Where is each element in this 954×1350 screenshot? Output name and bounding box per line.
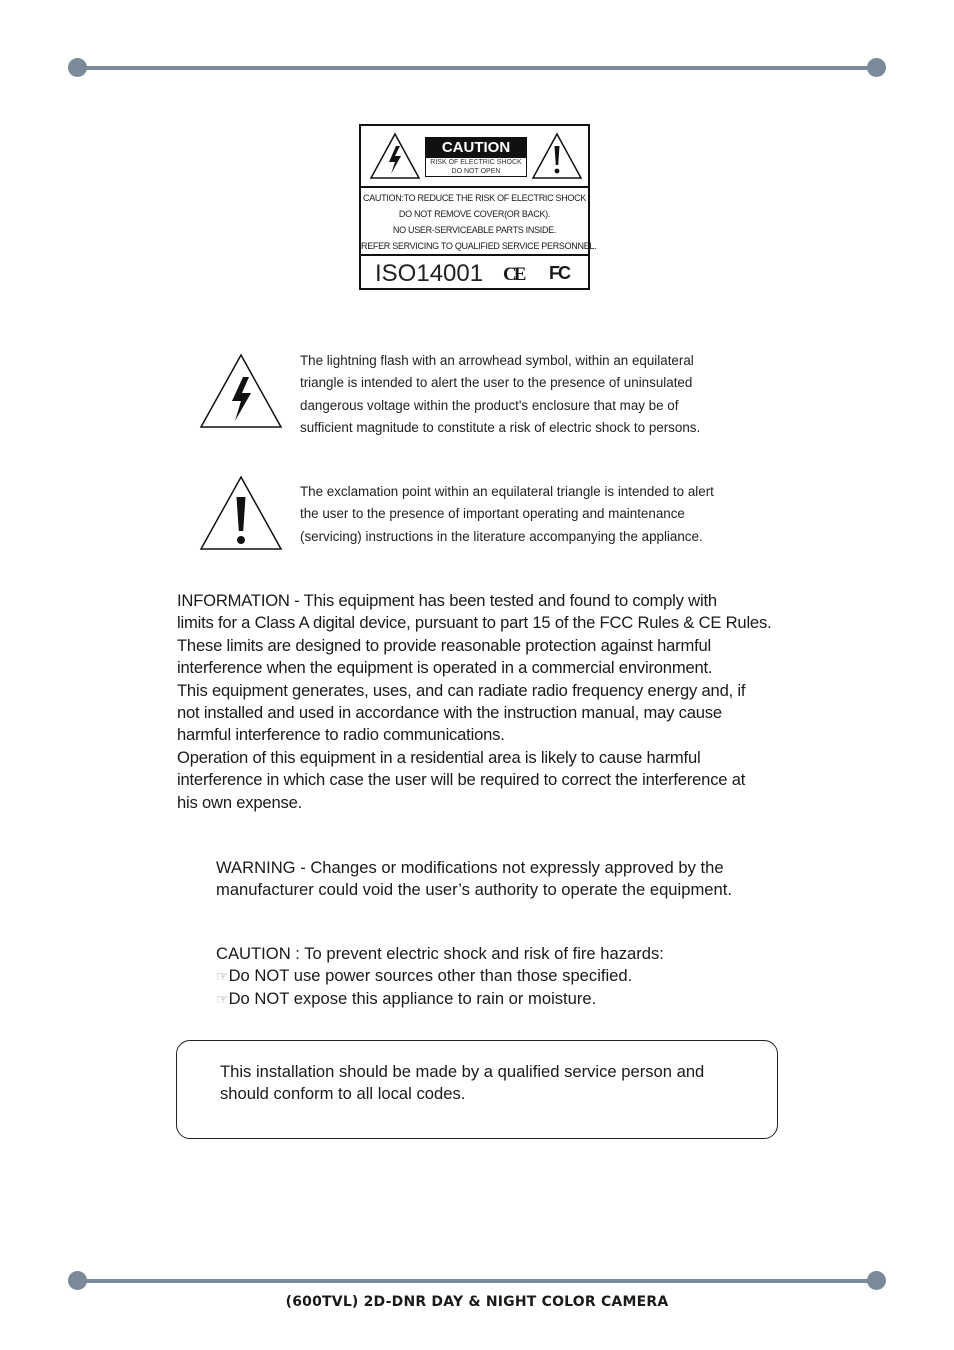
information-line: These limits are designed to provide reasonable protection against harmful [177,635,712,655]
caution-item [216,965,664,987]
caution-label-certifications [361,258,588,288]
warning-line: manufacturer could void the user’s authority to operate the equipment. [216,880,732,900]
exclamation-symbol-description [300,481,714,548]
description-line: the user to the presence of important operating and maintenance [300,506,685,522]
description-line: sufficient magnitude to constitute a risk of electric shock to persons. [300,420,701,436]
information-line: not installed and used in accordance with the instruction manual, may cause [177,703,722,723]
information-line: limits for a Class A digital device, pursuant to part 15 of the FCC Rules & CE Rules. [177,613,772,633]
information-line: interference in which case the user will be required to correct the interference at [177,770,746,790]
lightning-symbol-description [300,350,700,440]
label-warning-line: REFER SERVICING TO QUALIFIED SERVICE PERSONNEL. [361,241,597,251]
information-line: his own expense. [177,792,303,812]
information-line: interference when the equipment is operated in a commercial environment. [177,658,713,678]
note-line: This installation should be made by a qualified service person and [220,1062,705,1081]
information-line: INFORMATION - This equipment has been tested and found to comply with [177,591,717,610]
caution-label-warning [361,186,597,256]
caution-label [359,124,597,290]
caution-box [425,137,527,177]
caution-item [216,988,664,1010]
description-line: triangle is intended to alert the user to the presence of uninsulated [300,375,693,391]
top-rule [76,66,876,70]
ce-mark-icon: CE [503,264,524,285]
caution-paragraph [216,943,664,1010]
pointing-hand-icon: ☞ [216,968,229,985]
information-line: This equipment generates, uses, and can radiate radio frequency energy and, if [177,680,746,700]
iso-certification: ISO14001 [375,260,484,287]
description-line: The exclamation point within an equilateral triangle is intended to alert [300,484,714,499]
lightning-triangle-icon [369,132,421,180]
caution-subtitle-2: DO NOT OPEN [451,168,501,175]
caution-item-text: Do NOT use power sources other than those specified. [228,966,633,986]
top-rule-right-dot [867,58,886,77]
information-line: harmful interference to radio communications. [177,725,505,745]
caution-item-text: Do NOT expose this appliance to rain or moisture. [228,988,597,1008]
bottom-rule-left-dot [68,1271,87,1290]
footer-product-title: (600TVL) 2D-DNR DAY & NIGHT COLOR CAMERA [285,1294,669,1310]
bottom-rule-right-dot [867,1271,886,1290]
warning-paragraph [216,857,732,902]
installation-note [220,1061,704,1106]
information-line: Operation of this equipment in a residential area is likely to cause harmful [177,747,701,767]
description-line: (servicing) instructions in the literature accompanying the appliance. [300,528,703,544]
lightning-warning-icon [199,353,283,429]
exclamation-triangle-icon [531,132,583,180]
caution-heading: CAUTION : To prevent electric shock and risk of fire hazards: [216,944,664,963]
label-warning-line: DO NOT REMOVE COVER(OR BACK). [398,209,551,219]
bottom-rule [76,1279,876,1283]
description-line: dangerous voltage within the product's enclosure that may be of [300,397,679,413]
label-warning-line: CAUTION:TO REDUCE THE RISK OF ELECTRIC SHOCK [363,193,586,203]
information-paragraph [177,590,771,814]
caution-subtitle-1: RISK OF ELECTRIC SHOCK [430,159,522,166]
warning-line: WARNING - Changes or modifications not expressly approved by the [216,858,724,877]
top-rule-left-dot [68,58,87,77]
fcc-mark-icon: FC [549,263,569,283]
caution-label-header [361,126,588,188]
pointing-hand-icon: ☞ [216,990,229,1007]
description-line: The lightning flash with an arrowhead symbol, within an equilateral [300,353,694,368]
caution-title: CAUTION [426,138,526,158]
note-line: should conform to all local codes. [220,1084,466,1104]
exclamation-warning-icon [199,475,283,551]
label-warning-line: NO USER-SERVICEABLE PARTS INSIDE. [392,225,557,235]
